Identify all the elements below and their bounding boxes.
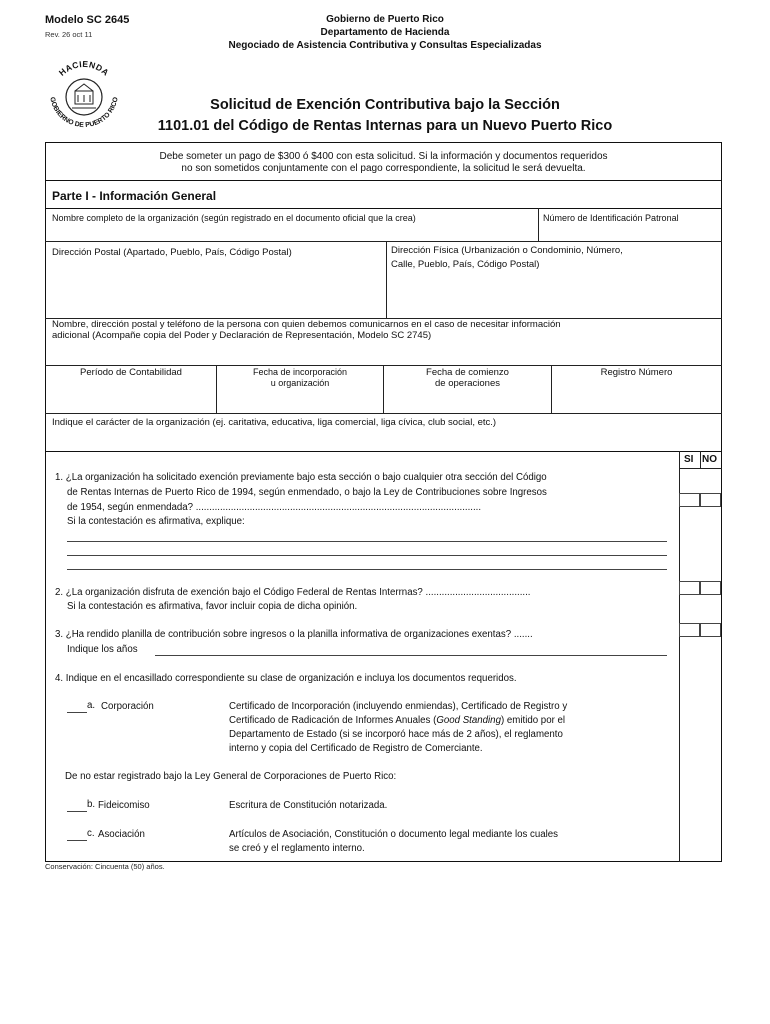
question-3-line1: 3. ¿Ha rendido planilla de contribución sobre ingresos o la planilla informativa de organizaciones exentas? ....... [55, 629, 533, 640]
option-a-label: a. [87, 700, 96, 711]
svg-text:HACIENDA: HACIENDA [56, 58, 112, 78]
divider [45, 208, 722, 209]
no-column-header: NO [702, 454, 717, 465]
payment-notice-line1: Debe someter un pago de $300 ó $400 con esta solicitud. Si la información y documentos requeridos [159, 151, 608, 162]
question-1-no-checkbox[interactable] [700, 493, 721, 507]
option-a-name: Corporación [101, 701, 154, 712]
start-date-label-line1: Fecha de comienzo [426, 367, 509, 378]
option-c-name: Asociación [98, 829, 145, 840]
divider [538, 208, 539, 241]
question-3-years-field[interactable] [155, 655, 667, 656]
option-a-docs-line2: Certificado de Radicación de Informes Anuales (Good Standing) emitido por el [229, 715, 566, 726]
start-date-field[interactable] [385, 392, 549, 412]
question-3-si-checkbox[interactable] [679, 623, 700, 637]
question-1-si-checkbox[interactable] [679, 493, 700, 507]
question-1-explain-label: Si la contestación es afirmativa, explique: [67, 516, 245, 527]
divider [45, 413, 722, 414]
org-name-label: Nombre completo de la organización (según registrado en el documento oficial que la crea) [52, 213, 416, 223]
divider [386, 241, 387, 318]
registry-number-field[interactable] [553, 392, 720, 412]
option-c-docs-line1: Artículos de Asociación, Constitución o documento legal mediante los cuales [229, 829, 559, 840]
si-column-header: SI [684, 454, 694, 465]
divider [700, 451, 701, 468]
question-1-answer-line[interactable] [67, 541, 667, 542]
contact-field[interactable] [46, 343, 720, 364]
physical-address-label-line1: Dirección Física (Urbanización o Condominio, Número, [391, 245, 623, 256]
question-3-years-label: Indique los años [67, 644, 138, 655]
registry-number-label: Registro Número [600, 367, 673, 378]
postal-address-field[interactable] [46, 262, 384, 316]
start-date-label-line2: de operaciones [435, 378, 500, 389]
question-3-no-checkbox[interactable] [700, 623, 721, 637]
form-revision: Rev. 26 oct 11 [45, 30, 93, 39]
org-character-label: Indique el carácter de la organización (ej. caritativa, educativa, liga comercial, liga cívica, club social, etc.) [52, 417, 497, 428]
form-title-line2: 1101.01 del Código de Rentas Internas para un Nuevo Puerto Rico [157, 118, 613, 134]
physical-address-field[interactable] [388, 274, 720, 316]
postal-address-label: Dirección Postal (Apartado, Pueblo, País, Código Postal) [52, 247, 292, 258]
incorporation-date-label-line1: Fecha de incorporación [252, 367, 348, 377]
question-2-no-checkbox[interactable] [700, 581, 721, 595]
option-a-docs-line1: Certificado de Incorporación (incluyendo enmiendas), Certificado de Registro y [229, 701, 568, 712]
not-registered-note: De no estar registrado bajo la Ley General de Corporaciones de Puerto Rico: [65, 771, 397, 782]
corporation-checkbox-line[interactable] [67, 712, 87, 713]
question-2-line1: 2. ¿La organización disfruta de exención bajo el Código Federal de Rentas Interrnas? ....................................... [55, 587, 531, 598]
accounting-period-label: Período de Contabilidad [80, 367, 182, 378]
question-1-answer-line[interactable] [67, 569, 667, 570]
accounting-period-field[interactable] [46, 392, 214, 412]
incorporation-date-label-line2: u organización [270, 378, 330, 388]
org-character-field[interactable] [46, 432, 720, 450]
question-1-answer-line[interactable] [67, 555, 667, 556]
bureau-name: Negociado de Asistencia Contributiva y Consultas Especializadas [228, 40, 542, 51]
ein-label: Número de Identificación Patronal [543, 213, 679, 223]
divider [679, 451, 680, 862]
form-title-line1: Solicitud de Exención Contributiva bajo la Sección [210, 97, 560, 113]
hacienda-seal-logo [42, 55, 126, 139]
ein-field[interactable] [540, 228, 720, 240]
svg-text:GOBIERNO DE PUERTO RICO: GOBIERNO DE PUERTO RICO [48, 96, 120, 130]
option-a-docs-line4: interno y copia del Certificado de Registro de Comerciante. [229, 743, 483, 754]
incorporation-date-field[interactable] [218, 392, 381, 412]
question-1-line1: 1. ¿La organización ha solicitado exención previamente bajo esta sección o bajo cualquier otra sección del Código [55, 472, 547, 483]
retention-note: Conservación: Cincuenta (50) años. [45, 862, 165, 871]
question-1-line3: de 1954, según enmendada? .......................................................................................................... [67, 502, 482, 513]
option-b-docs: Escritura de Constitución notarizada. [229, 800, 388, 811]
association-checkbox-line[interactable] [67, 840, 87, 841]
department-name: Departamento de Hacienda [320, 27, 450, 38]
question-2-si-checkbox[interactable] [679, 581, 700, 595]
question-4: 4. Indique en el encasillado correspondiente su clase de organización e incluya los documentos requeridos. [55, 673, 517, 684]
org-name-field[interactable] [46, 228, 536, 240]
part1-heading: Parte I - Información General [52, 189, 217, 203]
divider [45, 451, 722, 452]
option-c-label: c. [87, 828, 95, 839]
contact-label-line1: Nombre, dirección postal y teléfono de la persona con quien debemos comunicarnos en el caso de necesitar información [52, 319, 561, 330]
divider [679, 468, 722, 469]
option-a-docs-line3: Departamento de Estado (si se incorporó hace más de 2 años), el reglamento [229, 729, 563, 740]
question-1-line2: de Rentas Internas de Puerto Rico de 1994, según enmendado, o bajo la Ley de Contribuciones sobre Ingresos [67, 487, 547, 498]
form-number: Modelo SC 2645 [45, 14, 130, 26]
option-b-label: b. [87, 799, 96, 810]
physical-address-label-line2: Calle, Pueblo, País, Código Postal) [391, 259, 540, 270]
option-b-name: Fideicomiso [98, 800, 150, 811]
trust-checkbox-line[interactable] [67, 811, 87, 812]
divider [45, 180, 722, 181]
divider [45, 241, 722, 242]
contact-label-line2: adicional (Acompañe copia del Poder y Declaración de Representación, Modelo SC 2745) [52, 330, 432, 341]
payment-notice-line2: no son sometidos conjuntamente con el pago correspondiente, la solicitud le será devuelta. [181, 163, 586, 174]
option-c-docs-line2: se creó y el reglamento interno. [229, 843, 365, 854]
government-name: Gobierno de Puerto Rico [326, 14, 444, 25]
question-2-line2: Si la contestación es afirmativa, favor incluir copia de dicha opinión. [67, 601, 358, 612]
